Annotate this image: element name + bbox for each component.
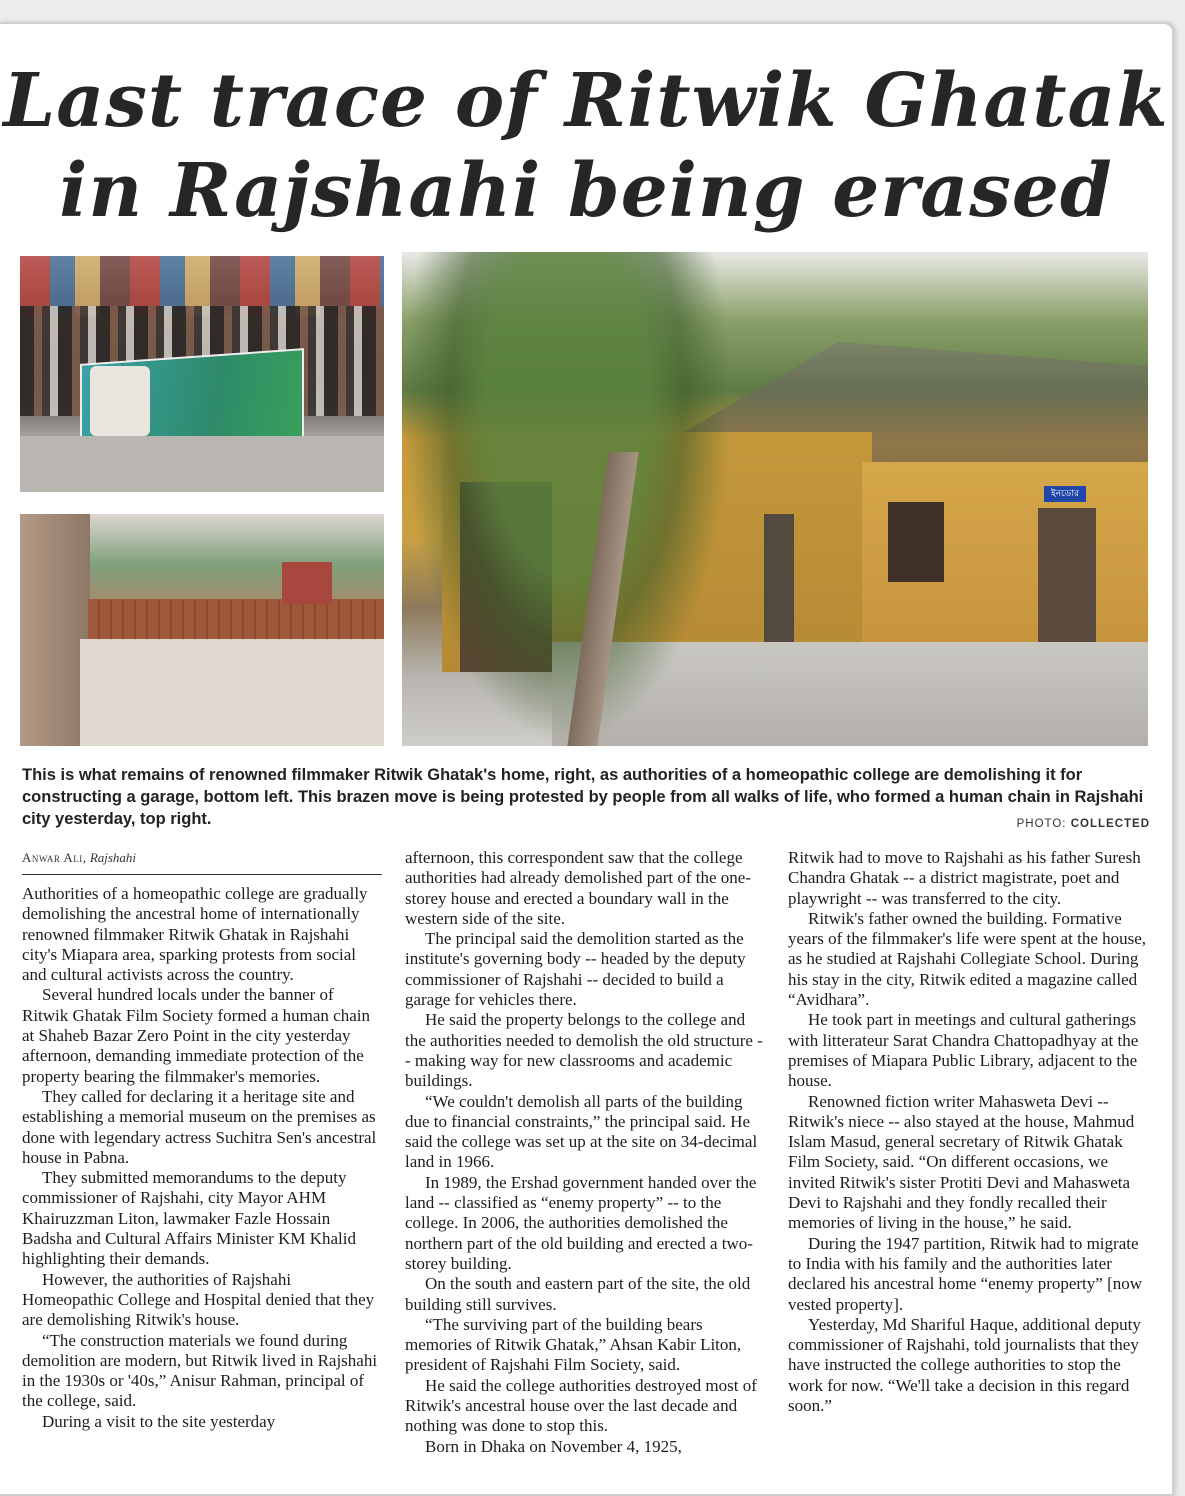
demolition-site-photo	[20, 514, 384, 746]
paragraph: Authorities of a homeopathic college are gradually demolishing the ancestral home of internationally renowned filmmaker Ritwik Ghatak in Rajshahi city's Miapara area, sparking protests from social and cultural activists across the country.	[22, 884, 368, 985]
paragraph: afternoon, this correspondent saw that the college authorities had already demolished part of the one-storey house and erected a boundary wall in the western side of the site.	[405, 848, 752, 928]
tree-foliage	[402, 252, 732, 746]
barred-window	[888, 502, 944, 582]
article-column-3	[788, 848, 1150, 1416]
paragraph: During the 1947 partition, Ritwik had to migrate to India with his family and the authorities later declared his ancestral home “enemy property” [now vested property].	[788, 1233, 1143, 1314]
headline-line-2: in Rajshahi being erased	[59, 148, 1113, 234]
paragraph: Ritwik had to move to Rajshahi as his father Suresh Chandra Ghatak -- a district magistrate, poet and playwright -- was transferred to the city.	[788, 848, 1141, 908]
arched-door	[764, 514, 794, 654]
byline	[22, 850, 136, 866]
photo-credit	[1017, 818, 1150, 830]
protest-human-chain-photo	[20, 256, 384, 492]
photo-caption: This is what remains of renowned filmmaker Ritwik Ghatak's home, right, as authorities of a homeopathic college are demolishing it for constructing a garage, bottom left. This brazen move is being protested by people from all walks of life, who formed a human chain in Rajshahi city yesterday, top right.	[22, 766, 1144, 828]
paragraph: He took part in meetings and cultural gatherings with litterateur Sarat Chandra Chattopadhyay at the premises of Miapara Public Library, adjacent to the house.	[788, 1010, 1139, 1091]
byline-rule	[22, 874, 382, 875]
article-column-2	[405, 848, 767, 1457]
new-boundary-wall	[88, 599, 384, 639]
paragraph: They called for declaring it a heritage site and establishing a memorial museum on the premises as done with legendary actress Suchitra Sen's ancestral house in Pabna.	[22, 1086, 377, 1167]
photo-credit-label: PHOTO:	[1016, 818, 1067, 830]
paragraph: They submitted memorandums to the deputy commissioner of Rajshahi, city Mayor AHM Khairuzzman Liton, lawmaker Fazle Hossain Badsha and Cultural Affairs Minister KM Khalid highlighting their demands.	[22, 1168, 356, 1269]
paragraph: In 1989, the Ershad government handed over the land -- classified as “enemy property” -- to the college. In 2006, the authorities demolished the northern part of the old building and erected a two-storey building.	[405, 1172, 757, 1273]
paragraph: On the south and eastern part of the site, the old building still survives.	[405, 1274, 751, 1314]
author-name: Anwar Ali,	[22, 850, 87, 865]
paragraph: He said the property belongs to the college and the authorities needed to demolish the old structure -- making way for new classrooms and academic buildings.	[405, 1010, 763, 1091]
paragraph: Several hundred locals under the banner of Ritwik Ghatak Film Society formed a human chain at Shaheb Bazar Zero Point in the city yesterday afternoon, demanding immediate protection of the property bearing the filmmaker's memories.	[22, 985, 370, 1086]
paragraph: Renowned fiction writer Mahasweta Devi -- Ritwik's niece -- also stayed at the house, Mahmud Islam Masud, general secretary of Ritwik Ghatak Film Society, said. “On different occasions, we invited Ritwik's sister Protiti Devi and Mahasweta Devi to Rajshahi and they fondly recalled their memories of living in the house,” he said.	[788, 1091, 1135, 1233]
paragraph: Ritwik's father owned the building. Formative years of the filmmaker's life were spent at the house, as he studied at Rajshahi Collegiate School. During his stay in the city, Ritwik edited a magazine called “Avidhara”.	[788, 908, 1147, 1010]
dateline-place: Rajshahi	[89, 850, 137, 865]
paragraph: He said the college authorities destroyed most of Ritwik's ancestral house over the last decade and nothing was done to stop this.	[405, 1375, 757, 1436]
article-column-1	[22, 884, 384, 1432]
cleared-ground	[80, 639, 384, 746]
side-door	[1038, 508, 1096, 642]
photo-credit-source: COLLECTED	[1070, 818, 1150, 830]
paragraph: “The surviving part of the building bears memories of Ritwik Ghatak,” Ahsan Kabir Liton, president of Rajshahi Film Society, said.	[405, 1314, 742, 1375]
road	[20, 436, 384, 492]
paragraph: The principal said the demolition started as the institute's governing body -- headed by the deputy commissioner of Rajshahi -- decided to build a garage for vehicles there.	[405, 929, 746, 1010]
ghatak-house-photo	[402, 252, 1148, 746]
paragraph: During a visit to the site yesterday	[42, 1411, 276, 1431]
banner-portrait	[90, 366, 150, 436]
paragraph: However, the authorities of Rajshahi Homeopathic College and Hospital denied that they are demolishing Ritwik's house.	[22, 1269, 375, 1330]
paragraph: Yesterday, Md Shariful Haque, additional deputy commissioner of Rajshahi, told journalists that they have instructed the college authorities to stop the work for now. “We'll take a decision in this regard soon.”	[788, 1314, 1141, 1416]
newspaper-page	[0, 22, 1174, 1496]
door-sign: ইনডোর	[1044, 486, 1086, 502]
paragraph: Born in Dhaka on November 4, 1925,	[425, 1436, 682, 1456]
red-hut	[282, 562, 332, 604]
paragraph: “The construction materials we found during demolition are modern, but Ritwik lived in Rajshahi in the 1930s or '40s,” Anisur Rahman, principal of the college, said.	[22, 1330, 378, 1411]
paragraph: “We couldn't demolish all parts of the building due to financial constraints,” the principal said. He said the college was set up at the site on 34-decimal land in 1966.	[405, 1091, 758, 1172]
headline-line-1: Last trace of Ritwik Ghatak	[3, 58, 1169, 144]
